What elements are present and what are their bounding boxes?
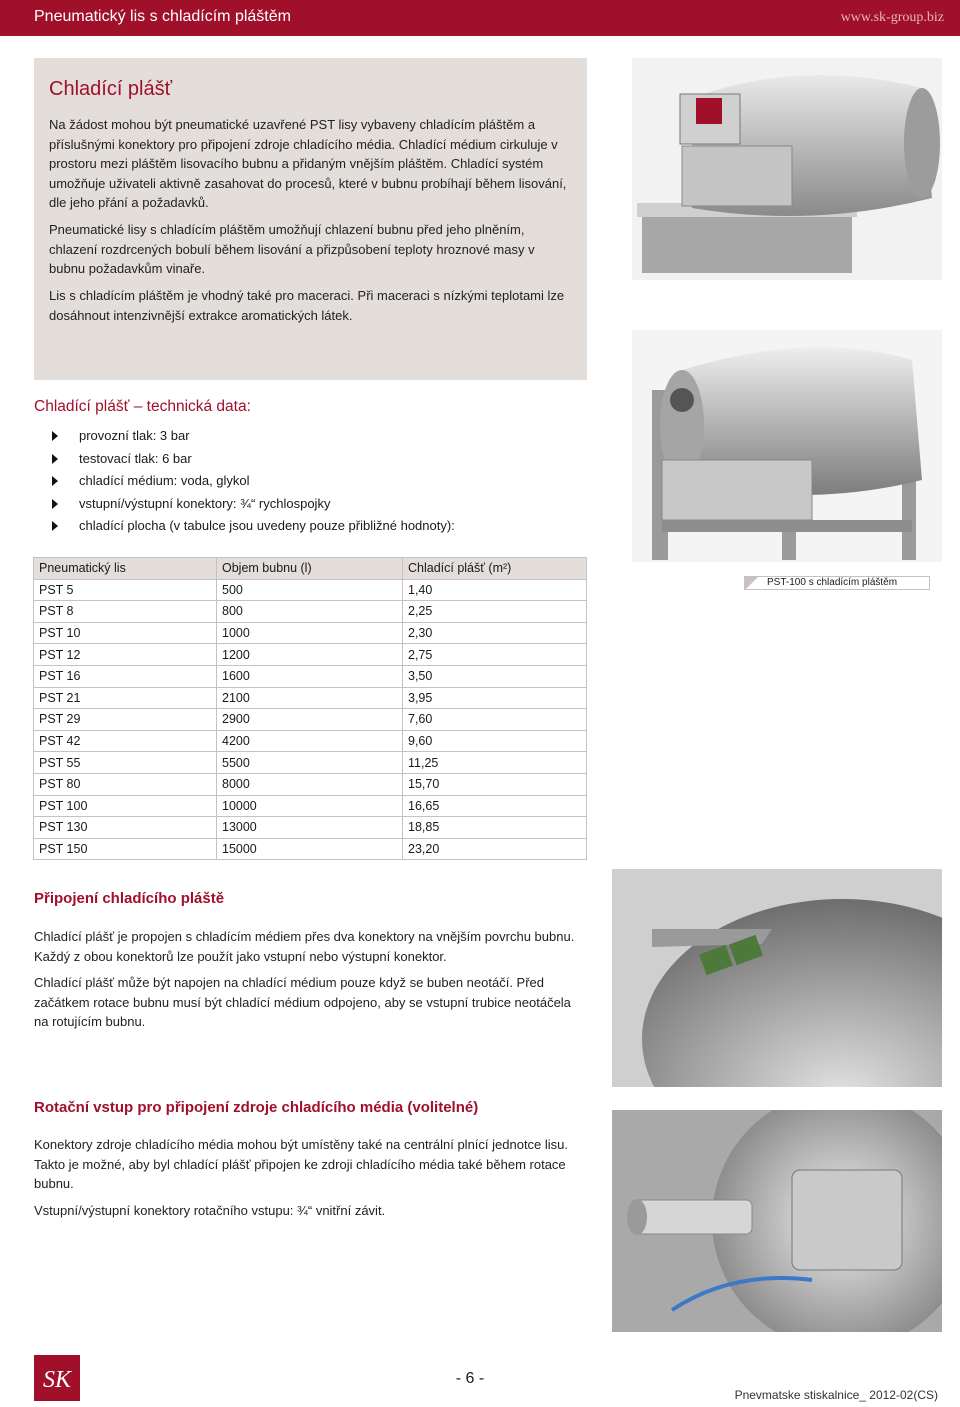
table-cell: 7,60 (403, 709, 587, 731)
table-cell: 2100 (217, 687, 403, 709)
table-row (34, 687, 587, 709)
table-cell: 4200 (217, 730, 403, 752)
table-cell: 2900 (217, 709, 403, 731)
table-cell: 2,75 (403, 644, 587, 666)
rotary-inlet-photo (612, 1110, 942, 1332)
table-row (34, 601, 587, 623)
table-cell: 15,70 (403, 773, 587, 795)
table-cell: 18,85 (403, 817, 587, 839)
table-cell: PST 8 (34, 601, 217, 623)
intro-paragraph-2: Pneumatické lisy s chladícím pláštěm umožňují chlazení bubnu před jeho plněním, chlazení rozdrcených bobulí během lisování a přizpůsobení teploty hroznové masy v bubnu požadavkům vinaře. (49, 222, 535, 276)
connection-paragraph-1: Chladící plášť je propojen s chladícím médiem přes dva konektory na vnějším povrchu bubnu. Každý z obou konektorů lze použít jako vstupní nebo výstupní konektor. (34, 929, 575, 964)
table-cell: PST 100 (34, 795, 217, 817)
table-cell: PST 55 (34, 752, 217, 774)
page-number: - 6 - (455, 1370, 485, 1387)
table-cell: 1600 (217, 665, 403, 687)
table-cell: 23,20 (403, 838, 587, 860)
table-cell: 16,65 (403, 795, 587, 817)
specs-list (52, 427, 455, 540)
table-cell: 1,40 (403, 579, 587, 601)
connection-heading: Připojení chladícího pláště (34, 890, 225, 907)
list-item (52, 495, 455, 518)
table-header-row (34, 558, 587, 580)
table-cell: 9,60 (403, 730, 587, 752)
spec-text: chladící plocha (v tabulce jsou uvedeny pouze přibližné hodnoty): (79, 518, 455, 533)
column-header: Pneumatický lis (34, 558, 217, 580)
table-row (34, 622, 587, 644)
spec-text: chladící médium: voda, glykol (79, 473, 250, 488)
bullet-arrow-icon (52, 499, 58, 509)
rotary-paragraph-1: Konektory zdroje chladícího média mohou být umístěny také na centrální plnící jednotce lisu. Takto je možné, aby byl chladící plášť připojen ke zdroji chladícího média také během rotace bubnu. (34, 1137, 569, 1191)
bullet-arrow-icon (52, 521, 58, 531)
table-cell: 800 (217, 601, 403, 623)
document-code: Pnevmatske stiskalnice_ 2012-02(CS) (734, 1388, 938, 1402)
table-cell: 2,25 (403, 601, 587, 623)
table-cell: 8000 (217, 773, 403, 795)
header-title: Pneumatický lis s chladícím pláštěm (34, 8, 291, 25)
rotary-paragraph-2: Vstupní/výstupní konektory rotačního vstupu: ¾“ vnitřní závit. (34, 1203, 386, 1218)
table-cell: 3,95 (403, 687, 587, 709)
table-cell: 15000 (217, 838, 403, 860)
table-cell: 3,50 (403, 665, 587, 687)
column-header: Chladící plášť (m²) (403, 558, 587, 580)
table-cell: 1200 (217, 644, 403, 666)
table-row (34, 795, 587, 817)
svg-text:SK: SK (42, 1367, 72, 1393)
header-bar (0, 0, 960, 36)
table-cell: PST 80 (34, 773, 217, 795)
table-cell: PST 150 (34, 838, 217, 860)
connector-photo (612, 869, 942, 1087)
bullet-arrow-icon (52, 476, 58, 486)
table-cell: 11,25 (403, 752, 587, 774)
rotary-heading: Rotační vstup pro připojení zdroje chladícího média (volitelné) (34, 1099, 479, 1116)
list-item (52, 472, 455, 495)
table-row (34, 665, 587, 687)
press-photo-top (632, 58, 942, 280)
intro-heading: Chladící plášť (49, 78, 173, 100)
header-url[interactable]: www.sk-group.biz (840, 10, 944, 25)
table-cell: PST 21 (34, 687, 217, 709)
table-cell: PST 16 (34, 665, 217, 687)
press-photo-pst100 (632, 330, 942, 562)
list-item (52, 517, 455, 540)
table-cell: 10000 (217, 795, 403, 817)
table-cell: PST 29 (34, 709, 217, 731)
table-cell: PST 130 (34, 817, 217, 839)
table-row (34, 730, 587, 752)
intro-box (34, 58, 587, 380)
table-row (34, 579, 587, 601)
intro-paragraph-1: Na žádost mohou být pneumatické uzavřené PST lisy vybaveny chladícím pláštěm a příslušnými konektory pro připojení zdroje chladícího média. Chladící médium cirkuluje v prostoru mezi pláštěm lisovacího bubnu a přidaným vnějším pláštěm. Chladící systém umožňuje uživateli aktivně zasahovat do procesů, které v bubnu probíhají během lisování, dle jeho přání a požadavků. (49, 117, 567, 210)
table-row (34, 644, 587, 666)
spec-text: provozní tlak: 3 bar (79, 428, 190, 443)
connection-paragraph-2: Chladící plášť může být napojen na chladící médium pouze když se buben neotáčí. Před začátkem rotace bubnu musí být chladící médium odpojeno, aby se vstupní trubice neotáčela na rotujícím bubnu. (34, 975, 571, 1029)
specs-heading: Chladící plášť – technická data: (34, 398, 251, 415)
bullet-arrow-icon (52, 431, 58, 441)
bullet-arrow-icon (52, 454, 58, 464)
table-cell: PST 42 (34, 730, 217, 752)
table-cell: 1000 (217, 622, 403, 644)
table-cell: PST 10 (34, 622, 217, 644)
table-row (34, 817, 587, 839)
spec-text: testovací tlak: 6 bar (79, 450, 192, 466)
cooling-surface-table (33, 557, 587, 860)
sk-logo (34, 1355, 80, 1401)
table-cell: PST 5 (34, 579, 217, 601)
table-cell: 13000 (217, 817, 403, 839)
intro-paragraph-3: Lis s chladícím pláštěm je vhodný také pro maceraci. Při maceraci s nízkými teplotami lze dosáhnout intenzivnější extrakce aromatických látek. (49, 288, 565, 323)
table-cell: 500 (217, 579, 403, 601)
table-cell: PST 12 (34, 644, 217, 666)
list-item (52, 427, 455, 450)
list-item (52, 450, 455, 473)
column-header: Objem bubnu (l) (217, 558, 403, 580)
photo-caption: PST-100 s chladícím pláštěm (744, 576, 930, 590)
table-row (34, 709, 587, 731)
spec-text: vstupní/výstupní konektory: ¾“ rychlospojky (79, 495, 331, 511)
table-row (34, 752, 587, 774)
table-cell: 2,30 (403, 622, 587, 644)
table-cell: 5500 (217, 752, 403, 774)
table-row (34, 838, 587, 860)
table-row (34, 773, 587, 795)
